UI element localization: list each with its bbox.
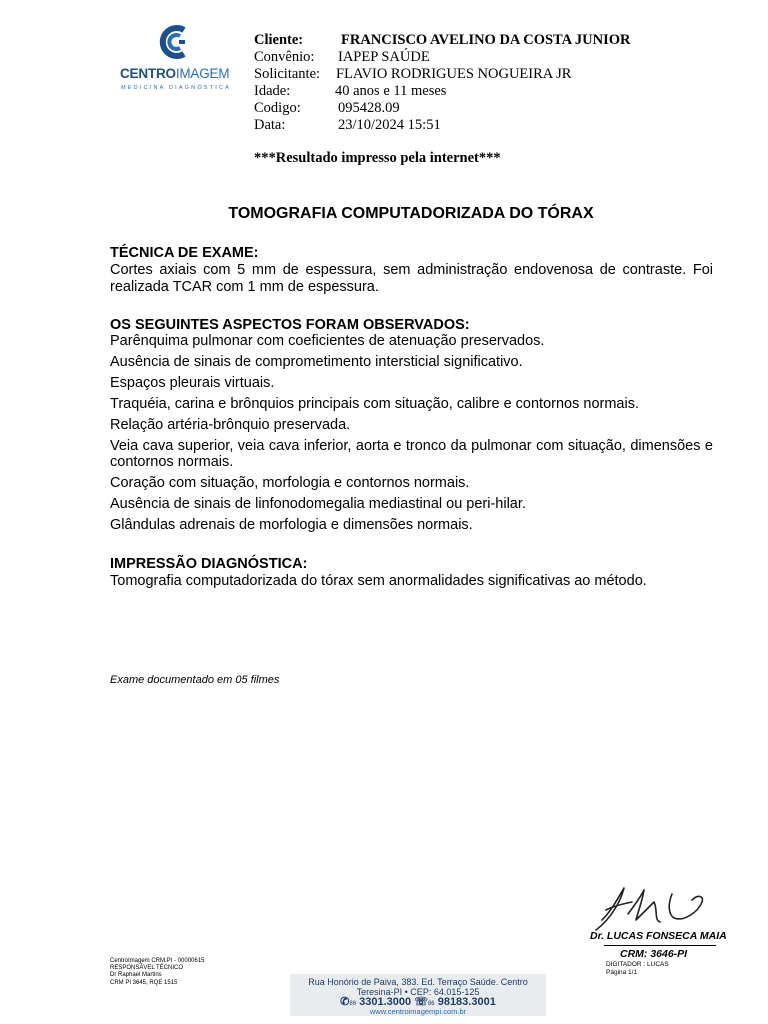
list-item: Glândulas adrenais de morfologia e dimensões normais. [110,517,473,533]
responsavel-line-1: CentroImagem CRM.PI - 00000615 [110,958,205,964]
cliente-value: FRANCISCO AVELINO DA COSTA JUNIOR [341,32,631,48]
filmes-note: Exame documentado em 05 filmes [110,674,280,686]
phone-2: 98183.3001 [437,996,496,1008]
data-value: 23/10/2024 15:51 [338,117,441,133]
footer-address [290,977,546,997]
list-item: Ausência de sinais de linfonodomegalia mediastinal ou peri-hilar. [110,496,526,512]
handwritten-signature [588,880,718,936]
codigo-label: Codigo: [254,100,301,116]
phone-icon: ✆ [340,996,350,1008]
logo-wordmark [120,66,229,81]
signature-name: Dr. LUCAS FONSECA MAIA [590,930,727,942]
page-number: Página 1/1 [606,968,638,976]
signature-line [604,945,716,946]
list-item: Ausência de sinais de comprometimento intersticial significativo. [110,354,523,370]
list-item: Espaços pleurais virtuais. [110,375,275,391]
cliente-label: Cliente: [254,32,304,48]
tecnica-section-text: Cortes axiais com 5 mm de espessura, sem administração endovenosa de contraste. Foi realizada TCAR com 1 mm de espessura. [110,262,713,295]
report-title: TOMOGRAFIA COMPUTADORIZADA DO TÓRAX [228,205,594,222]
footer-contact [290,974,546,1016]
logo-wordmark-bold: CENTRO [120,66,176,81]
impressao-section-text: Tomografia computadorizada do tórax sem anormalidades significativas ao método. [110,573,647,589]
solicitante-label: Solicitante: [254,66,321,82]
solicitante-value: FLAVIO RODRIGUES NOGUEIRA JR [336,66,572,82]
data-label: Data: [254,117,286,133]
list-item: Relação artéria-brônquio preservada. [110,417,351,433]
idade-value: 40 anos e 11 meses [335,83,447,99]
whatsapp-icon: ☏ [414,996,428,1008]
convenio-value: IAPEP SAÚDE [338,49,430,65]
internet-print-note: ***Resultado impresso pela internet*** [254,150,501,166]
centro-imagem-logo [118,24,236,100]
impressao-section-title: IMPRESSÃO DIAGNÓSTICA: [110,556,308,572]
list-item: Parênquima pulmonar com coeficientes de atenuação preservados. [110,333,545,349]
responsavel-line-4: CRM PI 3645, RQE 1515 [110,979,178,986]
centro-imagem-logo-icon [158,24,194,60]
list-item: Traquéia, carina e brônquios principais com situação, calibre e contornos normais. [110,396,639,412]
digitador-label: DIGITADOR : LUCAS [606,961,669,968]
phone-1: 3301.3000 [359,996,412,1008]
digitador-info [606,961,669,976]
observacoes-list [110,333,713,538]
logo-tagline: MEDICINA DIAGNÓSTICA [121,85,232,91]
idade-label: Idade: [254,83,291,99]
list-item: Veia cava superior, veia cava inferior, aorta e tronco da pulmonar com situação, dimensões e contornos normais. [110,438,713,470]
phone-1-ddd: 86 [349,1001,357,1007]
footer-street: Rua Honório de Paiva, 383. Ed. Terraço Saúde. Centro [308,977,528,987]
responsavel-tecnico [110,958,204,987]
list-item: Coração com situação, morfologia e contornos normais. [110,475,470,491]
logo-wordmark-light: IMAGEM [175,66,230,81]
signature-crm: CRM: 3646-PI [620,948,688,960]
footer-website: www.centroimagempi.com.br [369,1007,467,1016]
convenio-label: Convênio: [254,49,315,65]
observacoes-section-title: OS SEGUINTES ASPECTOS FORAM OBSERVADOS: [110,317,470,333]
footer-city: Teresina-PI • CEP: 64.015-125 [356,987,480,997]
phone-2-ddd: 86 [427,1001,435,1007]
codigo-value: 095428.09 [338,100,400,116]
responsavel-line-3: Dr Raphael Martins [110,972,162,979]
tecnica-section-title: TÉCNICA DE EXAME: [110,245,259,261]
responsavel-line-2: RESPONSÁVEL TÉCNICO [110,965,184,972]
